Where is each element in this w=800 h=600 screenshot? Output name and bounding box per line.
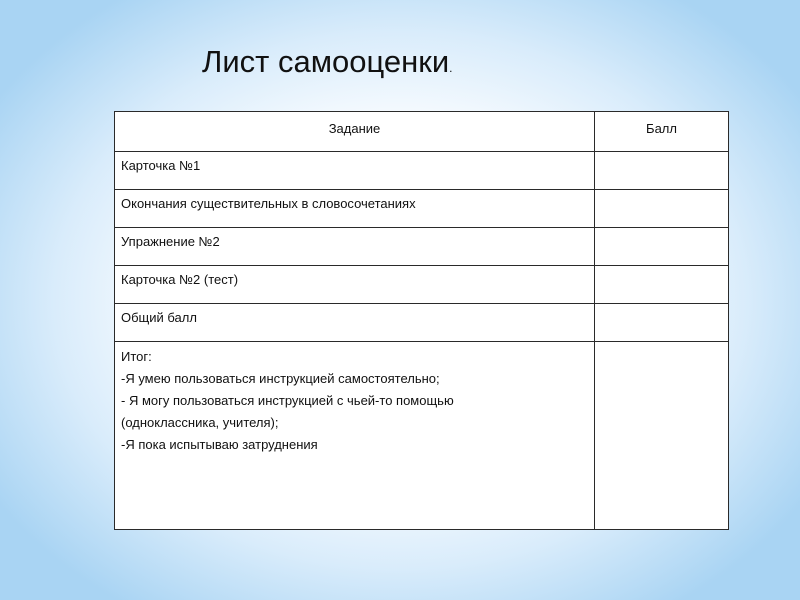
page-title-dot: .	[449, 61, 453, 75]
score-cell[interactable]	[595, 190, 729, 228]
table-header-row	[115, 112, 729, 152]
score-cell[interactable]	[595, 152, 729, 190]
score-cell[interactable]	[595, 304, 729, 342]
page-title	[202, 44, 453, 80]
table-row	[115, 190, 729, 228]
summary-option-continuation: (одноклассника, учителя);	[121, 415, 279, 430]
self-assessment-table	[114, 111, 729, 530]
summary-option: - Я могу пользоваться инструкцией с чьей-то помощью	[121, 393, 454, 408]
score-cell[interactable]	[595, 228, 729, 266]
table-row	[115, 266, 729, 304]
task-cell: Упражнение №2	[115, 228, 595, 266]
header-score: Балл	[595, 112, 729, 152]
table-row	[115, 304, 729, 342]
header-task: Задание	[115, 112, 595, 152]
task-cell: Окончания существительных в словосочетаниях	[115, 190, 595, 228]
table-row	[115, 152, 729, 190]
summary-option: -Я умею пользоваться инструкцией самостоятельно;	[121, 371, 440, 386]
table-row	[115, 228, 729, 266]
score-cell[interactable]	[595, 266, 729, 304]
task-cell: Карточка №1	[115, 152, 595, 190]
task-cell: Карточка №2 (тест)	[115, 266, 595, 304]
summary-heading: Итог:	[121, 349, 152, 364]
summary-row	[115, 342, 729, 530]
summary-cell	[115, 342, 595, 530]
task-cell: Общий балл	[115, 304, 595, 342]
summary-score-cell[interactable]	[595, 342, 729, 530]
page-title-text: Лист самооценки	[202, 44, 450, 79]
summary-option: -Я пока испытываю затруднения	[121, 437, 318, 452]
